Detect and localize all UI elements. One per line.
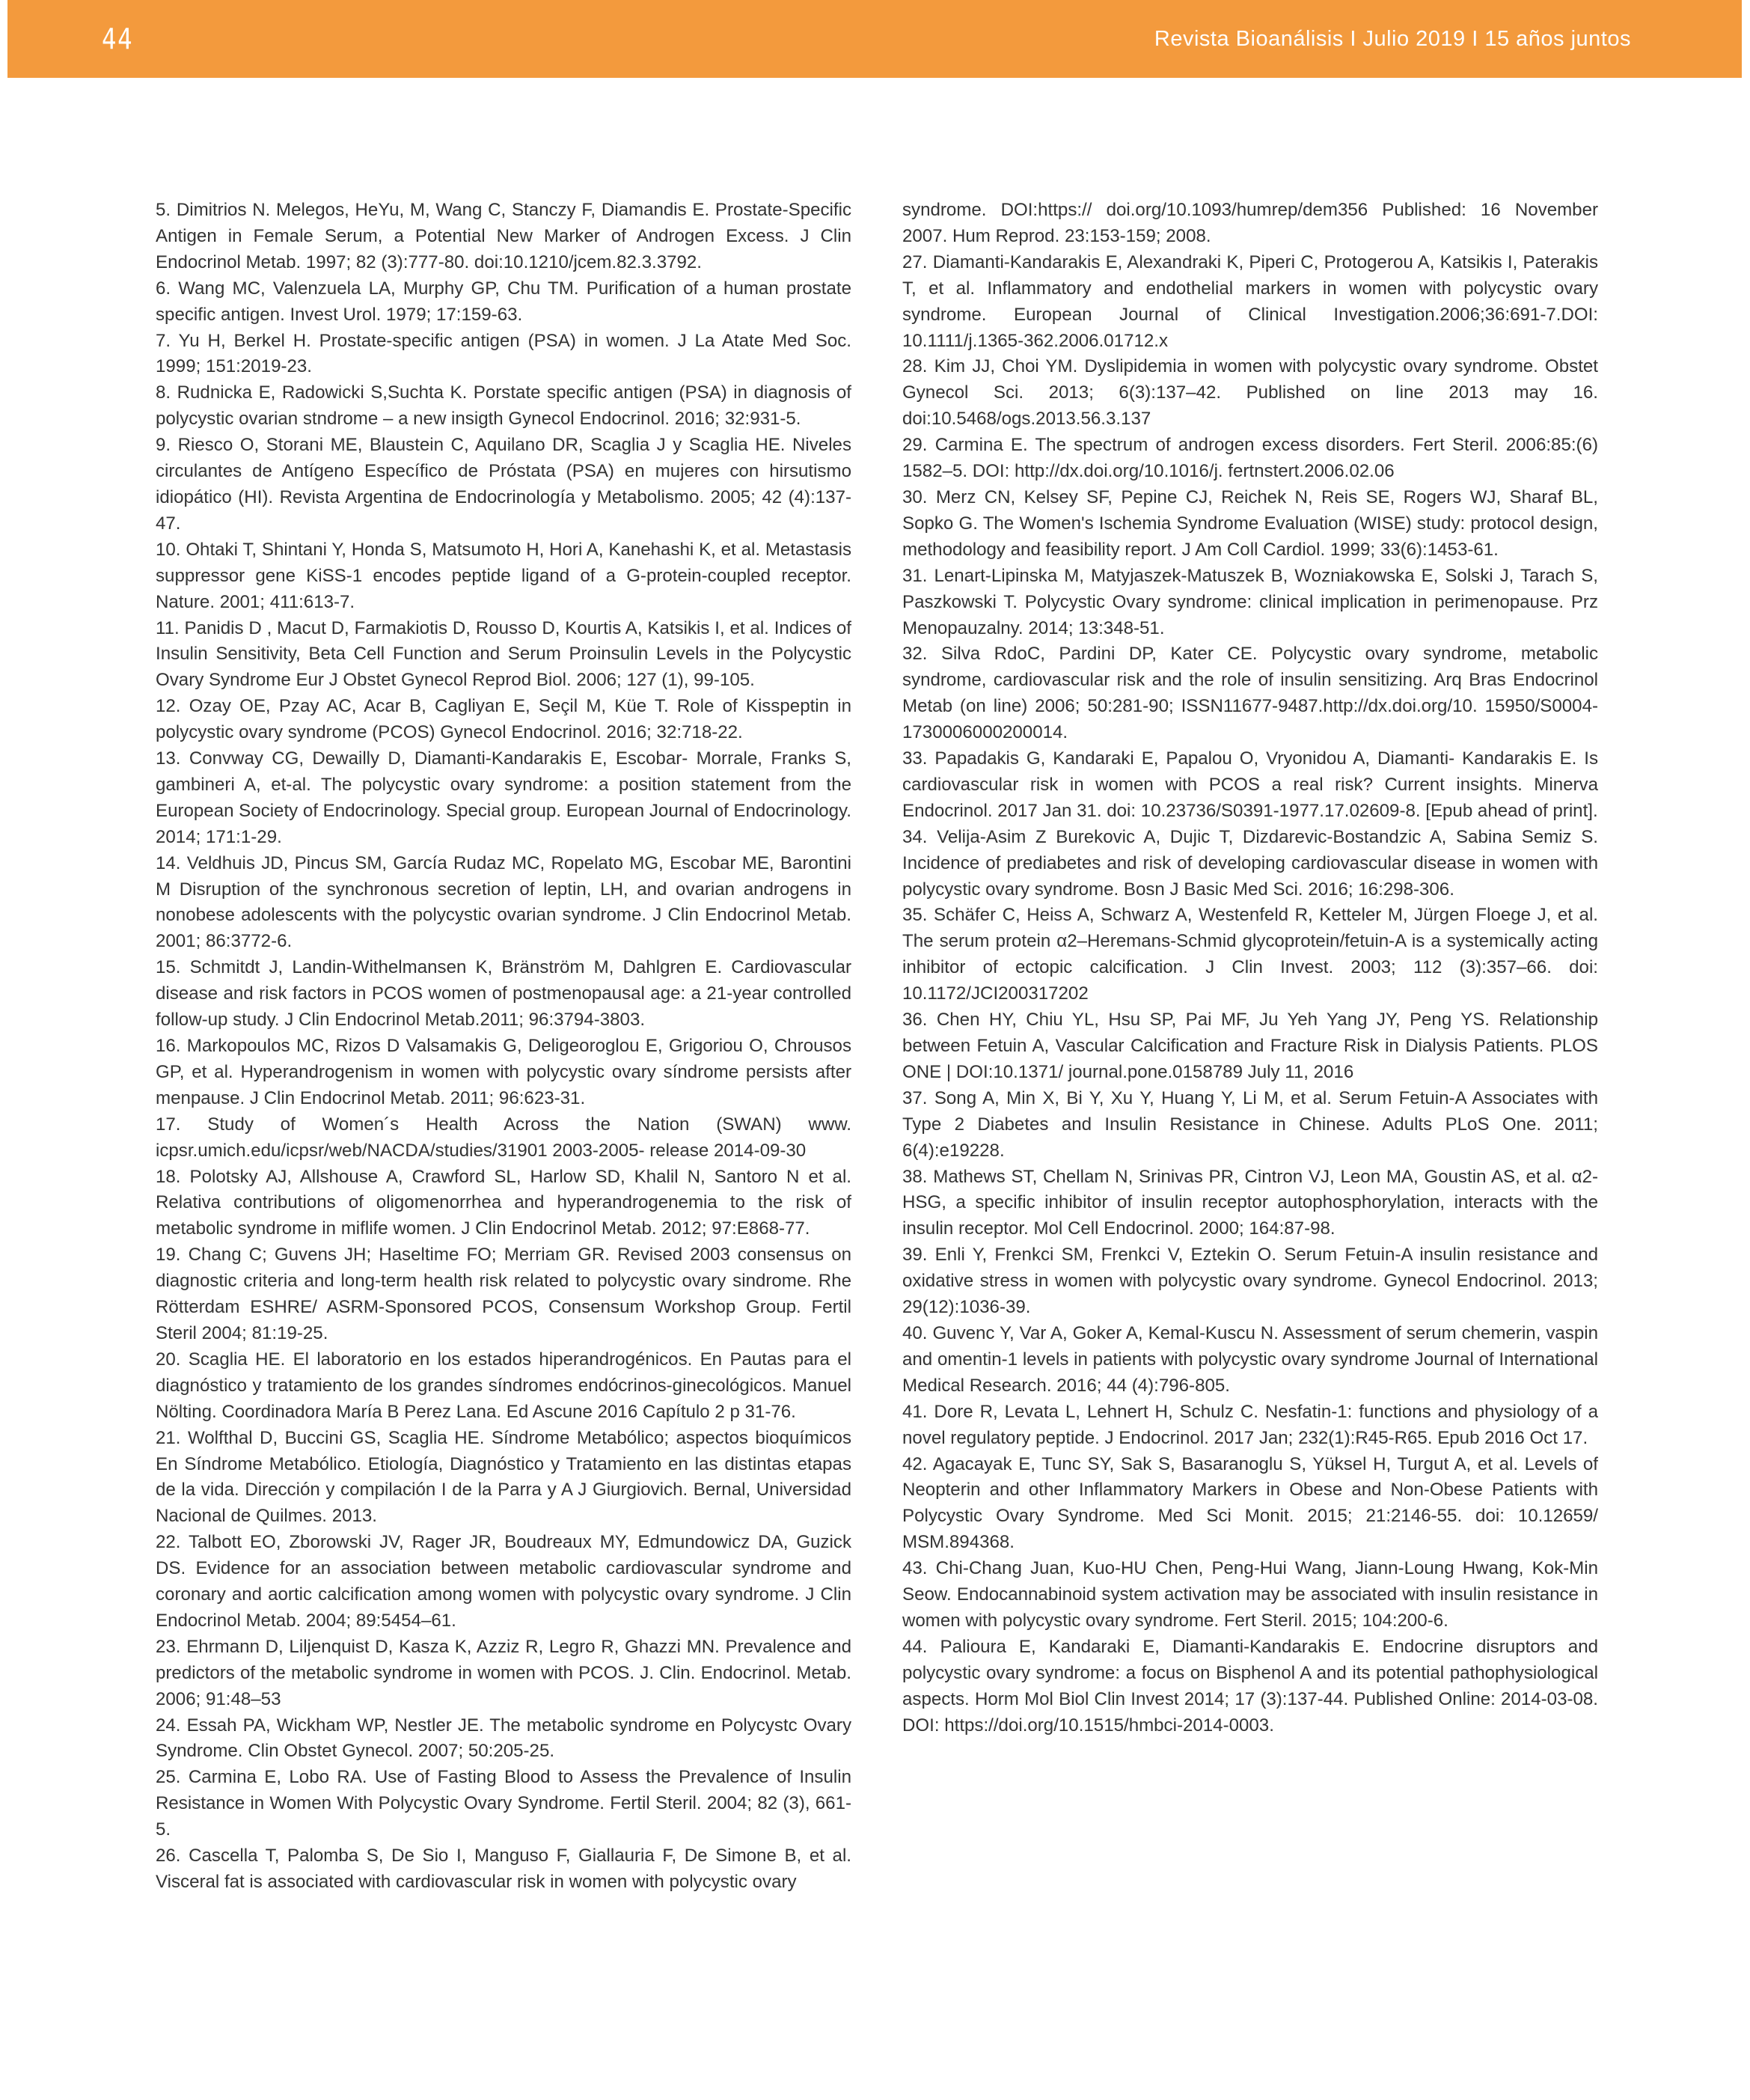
- reference-item: 39. Enli Y, Frenkci SM, Frenkci V, Eztekin O. Serum Fetuin-A insulin resistance and oxidative stress in women with polycystic ovary syndrome. Gynecol Endocrinol. 2013; 29(12):1036-39.: [902, 1245, 1598, 1318]
- reference-item: 11. Panidis D , Macut D, Farmakiotis D, Rousso D, Kourtis A, Katsikis I, et al. Indices of Insulin Sensitivity, Beta Cell Function and Serum Proinsulin Levels in the Polycystic Ovary Syndrome Eur J Obstet Gynecol Reprod Biol. 2006; 127 (1), 99-105.: [156, 617, 851, 691]
- reference-item: 15. Schmitdt J, Landin-Withelmansen K, Bränström M, Dahlgren E. Cardiovascular disease and risk factors in PCOS women of postmenopausal age: a 21-year controlled follow-up study. J Clin Endocrinol Metab.2011; 96:3794-3803.: [156, 957, 851, 1031]
- reference-item: 12. Ozay OE, Pzay AC, Acar B, Cagliyan E, Seçil M, Küe T. Role of Kisspeptin in polycystic ovary syndrome (PCOS) Gynecol Endocrinol. 2016; 32:718-22.: [156, 696, 851, 743]
- reference-item: 17. Study of Women´s Health Across the Nation (SWAN) www. icpsr.umich.edu/icpsr/web/NACDA/studies/31901 2003-2005- release 2014-09-30: [156, 1114, 851, 1161]
- reference-item: 6. Wang MC, Valenzuela LA, Murphy GP, Chu TM. Purification of a human prostate specific antigen. Invest Urol. 1979; 17:159-63.: [156, 278, 851, 325]
- reference-item: 10. Ohtaki T, Shintani Y, Honda S, Matsumoto H, Hori A, Kanehashi K, et al. Metastasis suppressor gene KiSS-1 encodes peptide ligand of a G-protein-coupled receptor. Nature. 2001; 411:613-7.: [156, 539, 851, 612]
- reference-item: 40. Guvenc Y, Var A, Goker A, Kemal-Kuscu N. Assessment of serum chemerin, vaspin and omentin-1 levels in patients with polycystic ovary syndrome Journal of International Medical Research. 2016; 44 (4):796-805.: [902, 1322, 1598, 1396]
- reference-item: 13. Convway CG, Dewailly D, Diamanti-Kandarakis E, Escobar- Morrale, Franks S, gambineri A, et-al. The polycystic ovary syndrome: a position statement from the European Society of Endocrinology. Special group. European Journal of Endocrinology. 2014; 171:1-29.: [156, 748, 851, 847]
- reference-item: 26. Cascella T, Palomba S, De Sio I, Manguso F, Giallauria F, De Simone B, et al. Visceral fat is associated with cardiovascular risk in women with polycystic ovary: [156, 1846, 851, 1892]
- reference-item: 14. Veldhuis JD, Pincus SM, García Rudaz MC, Ropelato MG, Escobar ME, Barontini M Disruption of the synchronous secretion of leptin, LH, and ovarian androgens in nonobese adolescents with the polycystic ovarian syndrome. J Clin Endocrinol Metab. 2001; 86:3772-6.: [156, 852, 851, 952]
- reference-item: syndrome. DOI:https:// doi.org/10.1093/humrep/dem356 Published: 16 November 2007. Hum Reprod. 23:153-159; 2008.: [902, 200, 1598, 246]
- reference-item: 31. Lenart-Lipinska M, Matyjaszek-Matuszek B, Wozniakowska E, Solski J, Tarach S, Paszkowski T. Polycystic Ovary syndrome: clinical implication in perimenopause. Prz Menopauzalny. 2014; 13:348-51.: [902, 565, 1598, 638]
- reference-item: 23. Ehrmann D, Liljenquist D, Kasza K, Azziz R, Legro R, Ghazzi MN. Prevalence and predictors of the metabolic syndrome in women with PCOS. J. Clin. Endocrinol. Metab. 2006; 91:48–53: [156, 1636, 851, 1709]
- page-number: 44: [102, 22, 134, 55]
- reference-item: 29. Carmina E. The spectrum of androgen excess disorders. Fert Steril. 2006:85:(6) 1582–5. DOI: http://dx.doi.org/10.1016/j. fertnstert.2006.02.06: [902, 435, 1598, 482]
- page-header: [7, 0, 1742, 78]
- reference-item: 21. Wolfthal D, Buccini GS, Scaglia HE. Síndrome Metabólico; aspectos bioquímicos En Síndrome Metabólico. Etiología, Diagnóstico y Tratamiento en las distintas etapas de la vida. Dirección y compilación I de la Parra y A J Giurgiovich. Bernal, Universidad Nacional de Quilmes. 2013.: [156, 1427, 851, 1527]
- reference-item: 37. Song A, Min X, Bi Y, Xu Y, Huang Y, Li M, et al. Serum Fetuin-A Associates with Type 2 Diabetes and Insulin Resistance in Chinese. Adults PLoS One. 2011; 6(4):e19228.: [902, 1087, 1598, 1161]
- references-column-right: [902, 198, 1598, 1739]
- reference-item: 25. Carmina E, Lobo RA. Use of Fasting Blood to Assess the Prevalence of Insulin Resistance in Women With Polycystic Ovary Syndrome. Fertil Steril. 2004; 82 (3), 661-5.: [156, 1767, 851, 1840]
- reference-item: 28. Kim JJ, Choi YM. Dyslipidemia in women with polycystic ovary syndrome. Obstet Gynecol Sci. 2013; 6(3):137–42. Published on line 2013 may 16. doi:10.5468/ogs.2013.56.3.137: [902, 356, 1598, 430]
- reference-item: 8. Rudnicka E, Radowicki S,Suchta K. Porstate specific antigen (PSA) in diagnosis of polycystic ovarian stndrome – a new insigth Gynecol Endocrinol. 2016; 32:931-5.: [156, 382, 851, 430]
- reference-item: 38. Mathews ST, Chellam N, Srinivas PR, Cintron VJ, Leon MA, Goustin AS, et al. α2-HSG, a specific inhibitor of insulin receptor autophosphorylation, interacts with the insulin receptor. Mol Cell Endocrinol. 2000; 164:87-98.: [902, 1166, 1598, 1239]
- reference-item: 34. Velija-Asim Z Burekovic A, Dujic T, Dizdarevic-Bostandzic A, Sabina Semiz S. Incidence of prediabetes and risk of developing cardiovascular disease in women with polycystic ovary syndrome. Bosn J Basic Med Sci. 2016; 16:298-306.: [902, 826, 1598, 900]
- reference-item: 35. Schäfer C, Heiss A, Schwarz A, Westenfeld R, Ketteler M, Jürgen Floege J, et al. The serum protein α2–Heremans-Schmid glycoprotein/fetuin-A is a systemically acting inhibitor of ectopic calcification. J Clin Invest. 2003; 112 (3):357–66. doi: 10.1172/JCI200317202: [902, 905, 1598, 1004]
- reference-item: 5. Dimitrios N. Melegos, HeYu, M, Wang C, Stanczy F, Diamandis E. Prostate-Specific Antigen in Female Serum, a Potential New Marker of Androgen Excess. J Clin Endocrinol Metab. 1997; 82 (3):777-80. doi:10.1210/jcem.82.3.3792.: [156, 200, 851, 272]
- reference-item: 30. Merz CN, Kelsey SF, Pepine CJ, Reichek N, Reis SE, Rogers WJ, Sharaf BL, Sopko G. The Women's Ischemia Syndrome Evaluation (WISE) study: protocol design, methodology and feasibility report. J Am Coll Cardiol. 1999; 33(6):1453-61.: [902, 486, 1598, 560]
- reference-item: 16. Markopoulos MC, Rizos D Valsamakis G, Deligeoroglou E, Grigoriou O, Chrousos GP, et al. Hyperandrogenism in women with polycystic ovary síndrome persists after menpause. J Clin Endocrinol Metab. 2011; 96:623-31.: [156, 1036, 851, 1108]
- reference-item: 22. Talbott EO, Zborowski JV, Rager JR, Boudreaux MY, Edmundowicz DA, Guzick DS. Evidence for an association between metabolic cardiovascular syndrome and coronary and aortic calcification among women with polycystic ovary syndrome. J Clin Endocrinol Metab. 2004; 89:5454–61.: [156, 1532, 851, 1631]
- reference-item: 27. Diamanti-Kandarakis E, Alexandraki K, Piperi C, Protogerou A, Katsikis I, Paterakis T, et al. Inflammatory and endothelial markers in women with polycystic ovary syndrome. European Journal of Clinical Investigation.2006;36:691-7.DOI: 10.1111/j.1365-362.2006.01712.x: [902, 251, 1598, 351]
- references-column-left: [156, 198, 851, 1896]
- reference-item: 9. Riesco O, Storani ME, Blaustein C, Aquilano DR, Scaglia J y Scaglia HE. Niveles circulantes de Antígeno Específico de Próstata (PSA) en mujeres con hirsutismo idiopático (HI). Revista Argentina de Endocrinología y Metabolismo. 2005; 42 (4):137-47.: [156, 435, 851, 534]
- reference-item: 41. Dore R, Levata L, Lehnert H, Schulz C. Nesfatin-1: functions and physiology of a novel regulatory peptide. J Endocrinol. 2017 Jan; 232(1):R45-R65. Epub 2016 Oct 17.: [902, 1401, 1598, 1448]
- reference-item: 43. Chi-Chang Juan, Kuo-HU Chen, Peng-Hui Wang, Jiann-Loung Hwang, Kok-Min Seow. Endocannabinoid system activation may be associated with insulin resistance in women with polycystic ovary syndrome. Fert Steril. 2015; 104:200-6.: [902, 1558, 1598, 1631]
- reference-item: 18. Polotsky AJ, Allshouse A, Crawford SL, Harlow SD, Khalil N, Santoro N et al. Relativa contributions of oligomenorrhea and hyperandrogenemia to the risk of metabolic syndrome in miflife women. J Clin Endocrinol Metab. 2012; 97:E868-77.: [156, 1166, 851, 1239]
- reference-item: 32. Silva RdoC, Pardini DP, Kater CE. Polycystic ovary syndrome, metabolic syndrome, cardiovascular risk and the role of insulin sensitizing. Arq Bras Endocrinol Metab (on line) 2006; 50:281-90; ISSN11677-9487.http://dx.doi.org/10. 15950/S0004- 1730006000200014.: [902, 644, 1598, 743]
- reference-item: 36. Chen HY, Chiu YL, Hsu SP, Pai MF, Ju Yeh Yang JY, Peng YS. Relationship between Fetuin A, Vascular Calcification and Fracture Risk in Dialysis Patients. PLOS ONE | DOI:10.1371/ journal.pone.0158789 July 11, 2016: [902, 1010, 1598, 1082]
- reference-item: 42. Agacayak E, Tunc SY, Sak S, Basaranoglu S, Yüksel H, Turgut A, et al. Levels of Neopterin and other Inflammatory Markers in Obese and Non-Obese Patients with Polycystic Ovary Syndrome. Med Sci Monit. 2015; 21:2146-55. doi: 10.12659/ MSM.894368.: [902, 1453, 1598, 1553]
- reference-item: 7. Yu H, Berkel H. Prostate-specific antigen (PSA) in women. J La Atate Med Soc. 1999; 151:2019-23.: [156, 330, 851, 377]
- reference-item: 24. Essah PA, Wickham WP, Nestler JE. The metabolic syndrome en Polycystc Ovary Syndrome. Clin Obstet Gynecol. 2007; 50:205-25.: [156, 1715, 851, 1762]
- reference-item: 19. Chang C; Guvens JH; Haseltime FO; Merriam GR. Revised 2003 consensus on diagnostic criteria and long-term health risk related to polycystic ovary sindrome. Rhe Rötterdam ESHRE/ ASRM-Sponsored PCOS, Consensum Workshop Group. Fertil Steril 2004; 81:19-25.: [156, 1245, 851, 1343]
- journal-title: Revista Bioanálisis I Julio 2019 I 15 años juntos: [1154, 26, 1631, 51]
- reference-item: 20. Scaglia HE. El laboratorio en los estados hiperandrogénicos. En Pautas para el diagnóstico y tratamiento de los grandes síndromes endócrinos-ginecológicos. Manuel Nölting. Coordinadora María B Perez Lana. Ed Ascune 2016 Capítulo 2 p 31-76.: [156, 1349, 851, 1422]
- reference-item: 44. Palioura E, Kandaraki E, Diamanti-Kandarakis E. Endocrine disruptors and polycystic ovary syndrome: a focus on Bisphenol A and its potential pathophysiological aspects. Horm Mol Biol Clin Invest 2014; 17 (3):137-44. Published Online: 2014-03-08. DOI: https://doi.org/10.1515/hmbci-2014-0003.: [902, 1636, 1598, 1736]
- reference-item: 33. Papadakis G, Kandaraki E, Papalou O, Vryonidou A, Diamanti- Kandarakis E. Is cardiovascular risk in women with PCOS a real risk? Current insights. Minerva Endocrinol. 2017 Jan 31. doi: 10.23736/S0391-1977.17.02609-8. [Epub ahead of print].: [902, 748, 1598, 821]
